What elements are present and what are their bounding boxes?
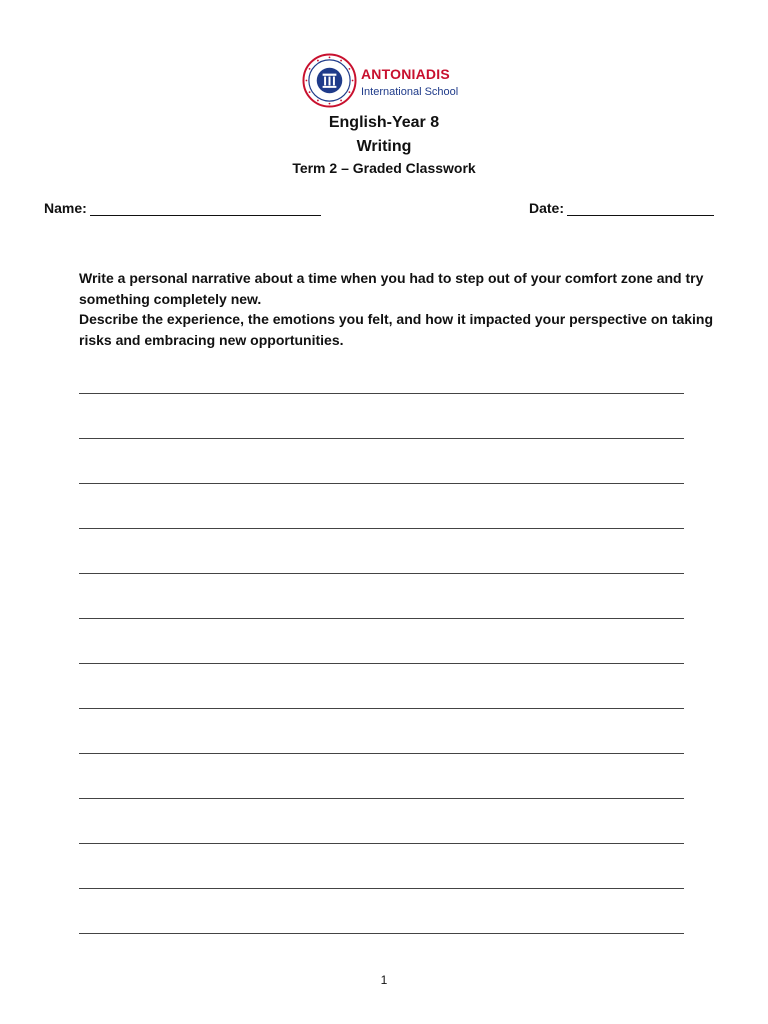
writing-prompt [79, 268, 729, 350]
name-label: Name: [44, 200, 87, 216]
answer-line[interactable] [79, 573, 684, 574]
prompt-paragraph-2: Describe the experience, the emotions you felt, and how it impacted your perspective on taking risks and embracing new opportunities. [79, 311, 714, 348]
answer-line[interactable] [79, 438, 684, 439]
date-label: Date: [529, 200, 565, 216]
school-seal-icon [302, 53, 357, 108]
term-subtitle: Term 2 – Graded Classwork [292, 160, 476, 176]
prompt-paragraph-1: Write a personal narrative about a time when you had to step out of your comfort zone and try something completely new. [79, 270, 704, 307]
answer-line[interactable] [79, 663, 684, 664]
answer-line[interactable] [79, 528, 684, 529]
skill-title: Writing [356, 138, 412, 155]
answer-line[interactable] [79, 888, 684, 889]
subject-title: English-Year 8 [328, 114, 440, 131]
answer-line[interactable] [79, 843, 684, 844]
answer-line[interactable] [79, 618, 684, 619]
page-number: 1 [380, 973, 388, 987]
answer-line[interactable] [79, 933, 684, 934]
date-field[interactable] [567, 215, 714, 216]
school-subtitle: International School [361, 86, 459, 98]
answer-line[interactable] [79, 708, 684, 709]
answer-line[interactable] [79, 798, 684, 799]
school-logo [302, 53, 462, 111]
answer-line[interactable] [79, 393, 684, 394]
answer-line[interactable] [79, 483, 684, 484]
name-field[interactable] [90, 215, 321, 216]
school-name: ANTONIADIS [361, 66, 450, 82]
answer-line[interactable] [79, 753, 684, 754]
